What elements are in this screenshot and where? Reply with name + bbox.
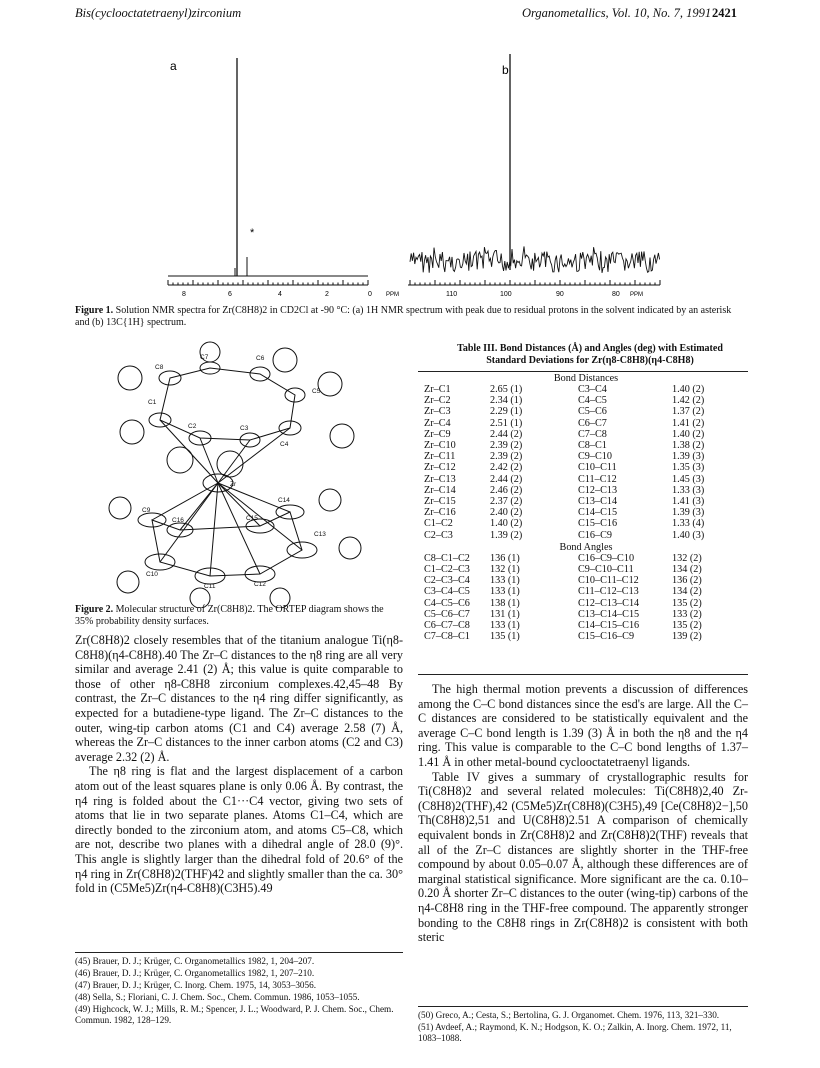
right-column-text [418,682,748,945]
table-cell: 2.65 (1) [490,384,523,395]
figure2-caption-text: Molecular structure of Zr(C8H8)2. The ORTEP diagram shows the 35% probability density surfaces. [75,604,384,627]
table-cell: C6–C7 [578,417,607,429]
table-cell: 1.38 (2) [672,440,705,452]
table-cell: 2.40 (2) [490,507,523,519]
table3 [424,373,748,642]
axis-b-tick-label: 110 [446,291,458,298]
atom-label: C16 [172,517,184,524]
table-cell: C8–C1 [578,440,607,452]
carbon-spectrum-trace [410,246,660,273]
atom-label: C3 [240,425,249,432]
table-row [424,451,726,462]
table-cell: C11–C12–C13 [578,586,639,598]
table-cell: C9–C10–C11 [578,564,634,576]
table-cell: 1.37 (2) [672,406,705,418]
paragraph: Table IV gives a summary of crystallographic results for Ti(C8H8)2 and several related molecules: Ti(C8H8)2,40 Zr-(C8H8)2(THF),42 (C5Me5)Zr(C8H8)(C3H5),49 [Ce(C8H8)2−],50 Th(C8H8)2,51 and U(C8H8)2.51 A comparison of chemically equivalent bonds in Zr(C8H8)2 and Zr(C8H8)2(THF) reveals that all of the Zr–C distances are slightly shorter in the THF-free compound by about 0.05–0.07 Å, although these differences are of marginal statistical significance. More significant are the ca. 0.10–0.20 Å shorter Zr–C distances to the outer (wing-tip) carbons of the η4-C8H8 ring in the THF-free compound. The apparently stronger bonding to the C8H8 rings in Zr(C8H8)2 is consistent with both steric [418,769,748,945]
table-cell: 136 (1) [490,552,520,564]
panel-a-label: a [170,59,177,73]
table-cell: C12–C13 [578,484,618,496]
table-row [424,507,726,518]
table-cell: 132 (2) [672,552,702,564]
table-cell: Zr–C10 [424,440,456,452]
table-cell: C5–C6 [578,406,607,418]
running-header-title: Bis(cyclooctatetraenyl)zirconium [75,6,242,20]
table-cell: 2.39 (2) [490,440,523,452]
axis-a-tick-label: 6 [228,291,232,298]
right-references [418,1010,748,1045]
axis-a-tick-label: 0 [368,291,372,298]
table-cell: Zr–C3 [424,406,451,418]
table-cell: C3–C4–C5 [424,586,470,598]
atom-label: C13 [314,531,326,538]
table-cell: Zr–C16 [424,507,456,519]
table-cell: 135 (1) [490,631,520,643]
table-cell: 1.40 (2) [672,428,705,440]
table-cell: C6–C7–C8 [424,620,470,632]
table-cell: Zr–C1 [424,384,451,395]
table-row [424,418,726,429]
table-cell: C9–C10 [578,451,612,463]
table-cell: 1.45 (3) [672,473,705,485]
table-cell: 2.42 (2) [490,462,523,474]
table-row [424,609,726,620]
axis-a-tick-label: 4 [278,291,282,298]
table-row [424,496,726,507]
table-cell: C16–C9 [578,529,612,541]
paragraph: The high thermal motion prevents a discussion of differences among the C–C bond distances since the esd's are large. All the C–C distances are considered to be statistically equivalent and the average C–C bond length is 1.39 (3) Å in both the η8 and the η4 ring. This value is comparable to the C–C bond lengths of 1.37–1.41 Å in other metal-bound cyclooctatetraenyl ligands. [418,682,748,769]
atom-label: C6 [256,355,265,362]
table-cell: Zr–C13 [424,473,456,485]
atom-label: C5 [312,388,321,395]
table-cell: 139 (2) [672,631,702,643]
table-row [424,620,726,631]
distances-table [424,384,726,541]
atom-label: C1 [148,399,157,406]
table-cell: C15–C16–C9 [578,631,635,643]
table-cell: C14–C15 [578,507,618,519]
table-row [424,631,726,642]
left-references [75,956,403,1027]
table-row [424,395,726,406]
angles-heading: Bond Angles [559,541,613,553]
table-row [424,586,726,597]
table-cell: 135 (2) [672,597,702,609]
atom-label: C12 [254,581,266,588]
table-cell: Zr–C2 [424,395,451,407]
table-cell: C7–C8 [578,428,607,440]
figure1-caption-text: Solution NMR spectra for Zr(C8H8)2 in CD2Cl at -90 °C: (a) 1H NMR spectrum with peak due to residual protons in the solvent indicated by an asterisk and (b) 13C{1H} spectrum. [75,305,732,328]
table-cell: 1.41 (2) [672,417,705,429]
asterisk-marker: * [250,227,255,239]
table-cell: Zr–C15 [424,496,456,508]
table3-title: Table III. Bond Distances (Å) and Angles (deg) with Estimated Standard Deviations for Zr(η8-C8H8)(η4-C8H8) [457,343,723,366]
table-cell: 131 (1) [490,608,520,620]
paragraph: Zr(C8H8)2 closely resembles that of the titanium analogue Ti(η8-C8H8)(η4-C8H8).40 The Zr–C distances to the η8 ring are all very similar and average 2.41 (2) Å; this value is quite comparable to those of other η8-C8H8 zirconium complexes.42,45–48 By contrast, the Zr–C distances to the η4 ring differ significantly, as expected for a butadiene-type ligand. The Zr–C distances to the outer, wing-tip carbon atoms (C1 and C4) average 2.58 (7) Å, whereas the Zr–C distances to the inner carbon atoms (C2 and C3) average 2.32 (2) Å. [75,633,403,764]
atom-label: Zr [230,481,237,488]
table-cell: 2.44 (2) [490,473,523,485]
table-cell: 134 (2) [672,564,702,576]
angles-table [424,553,726,643]
table-cell: 1.35 (3) [672,462,705,474]
table-row [424,564,726,575]
table-cell: C7–C8–C1 [424,631,470,643]
axis-a-tick-label: 8 [182,291,186,298]
table-cell: C13–C14–C15 [578,608,640,620]
reference: (48) Sella, S.; Floriani, C. J. Chem. Soc., Chem. Commun. 1986, 1053–1055. [75,992,360,1002]
table-cell: C2–C3 [424,529,453,541]
atom-label: C15 [246,515,258,522]
axis-b-tick-label: 90 [556,291,564,298]
figure2-caption [75,604,403,628]
table-cell: Zr–C14 [424,484,456,496]
table-cell: 2.44 (2) [490,428,523,440]
table-cell: Zr–C12 [424,462,456,474]
distances-heading: Bond Distances [553,373,619,384]
table-row [424,575,726,586]
reference: (50) Greco, A.; Cesta, S.; Bertolina, G. J. Organomet. Chem. 1976, 113, 321–330. [418,1010,720,1020]
reference: (47) Brauer, D. J.; Krüger, C. Inorg. Chem. 1975, 14, 3053–3056. [75,980,317,990]
reference: (46) Brauer, D. J.; Krüger, C. Organometallics 1982, 1, 207–210. [75,968,315,978]
table-cell: C12–C13–C14 [578,597,640,609]
axis-b-tick-label: 80 [612,291,620,298]
table-row [424,518,726,529]
table-cell: 136 (2) [672,575,702,587]
figure1-caption-label: Figure 1. [75,305,114,316]
table-cell: Zr–C11 [424,451,456,463]
table-cell: C5–C6–C7 [424,608,470,620]
panel-b-label: b [502,63,509,77]
table-cell: 1.33 (4) [672,518,705,530]
table-cell: 1.40 (2) [490,518,523,530]
table-row [424,384,726,395]
page-number: 2421 [712,6,737,20]
reference: (45) Brauer, D. J.; Krüger, C. Organometallics 1982, 1, 204–207. [75,956,315,966]
table-cell: 2.46 (2) [490,484,523,496]
left-column-text [75,633,403,896]
table-row [424,530,726,541]
table-cell: 133 (1) [490,620,520,632]
axis-a-unit: PPM [386,292,400,298]
axis-b-tick-label: 100 [500,291,512,298]
table-cell: C14–C15–C16 [578,620,640,632]
atom-label: C7 [200,354,209,361]
table-cell: C16–C9–C10 [578,552,635,564]
table-cell: C11–C12 [578,473,617,485]
table-row [424,462,726,473]
table-cell: 2.34 (1) [490,395,523,407]
axis-b-unit: PPM [630,292,644,298]
table-cell: 133 (2) [672,608,702,620]
table-cell: 133 (1) [490,586,520,598]
table-cell: C1–C2 [424,518,453,530]
paragraph: The η8 ring is flat and the largest displacement of a carbon atom out of the least squares plane is only 0.06 Å. By contrast, the η4 ring is folded about the C1···C4 vector, giving two sets of atoms that lie in two separate planes. Atoms C1–C4, which are directly bonded to the zirconium atom, and atoms C5–C8, which are not, describe two planes with a dihedral angle of 28.0 (9)°. This angle is slightly larger than the dihedral fold of 20.6° of the η4 ring in Zr(C8H8)2(THF)42 and slightly smaller than the ca. 30° fold in (C5Me5)Zr(η4-C8H8)(C3H5).49 [75,764,403,896]
nmr-spectra-figure [160,44,680,306]
table-cell: 1.42 (2) [672,395,705,407]
table-cell: 2.39 (2) [490,451,523,463]
figure1-caption [75,305,747,329]
axis-a-tick-label: 2 [325,291,329,298]
atom-label: C14 [278,497,290,504]
figure2-caption-label: Figure 2. [75,604,114,615]
table-row [424,485,726,496]
atom-label: C9 [142,507,151,514]
table-row [424,406,726,417]
ortep-diagram [80,340,390,608]
table-cell: 1.39 (2) [490,529,523,541]
table-cell: 138 (1) [490,597,520,609]
table-cell: 135 (2) [672,620,702,632]
table-cell: C2–C3–C4 [424,575,470,587]
table-cell: 133 (1) [490,575,520,587]
table-cell: C1–C2–C3 [424,564,470,576]
table-cell: 1.39 (3) [672,507,705,519]
table-cell: 1.39 (3) [672,451,705,463]
table-cell: C10–C11–C12 [578,575,639,587]
table-cell: 132 (1) [490,564,520,576]
table-cell: Zr–C9 [424,428,451,440]
table-cell: 2.51 (1) [490,417,523,429]
atom-label: C10 [146,571,158,578]
table-cell: 134 (2) [672,586,702,598]
table-cell: 2.37 (2) [490,496,523,508]
table-cell: C3–C4 [578,384,607,395]
table-cell: C4–C5 [578,395,607,407]
table-cell: Zr–C4 [424,417,451,429]
atom-label: C11 [204,583,216,590]
table-cell: C4–C5–C6 [424,597,470,609]
table-cell: C13–C14 [578,496,618,508]
table-cell: 1.40 (2) [672,384,705,395]
table-cell: 1.40 (3) [672,529,705,541]
table-row [424,440,726,451]
table-row [424,429,726,440]
table-cell: C10–C11 [578,462,617,474]
reference: (49) Highcock, W. J.; Mills, R. M.; Spencer, J. L.; Woodward, P. J. Chem. Soc., Chem. Commun. 1982, 128–129. [75,1004,394,1025]
atom-label: C2 [188,423,197,430]
table-row [424,553,726,564]
table-cell: C15–C16 [578,518,618,530]
reference: (51) Avdeef, A.; Raymond, K. N.; Hodgson, K. O.; Zalkin, A. Inorg. Chem. 1972, 11, 1083–1088. [418,1022,732,1043]
table-cell: 1.33 (3) [672,484,705,496]
table-row [424,598,726,609]
table-cell: 1.41 (3) [672,496,705,508]
table-row [424,474,726,485]
table-cell: 2.29 (1) [490,406,523,418]
table-cell: C8–C1–C2 [424,552,470,564]
atom-label: C8 [155,364,164,371]
atom-label: C4 [280,441,289,448]
journal-citation: Organometallics, Vol. 10, No. 7, 1991 [522,6,712,20]
